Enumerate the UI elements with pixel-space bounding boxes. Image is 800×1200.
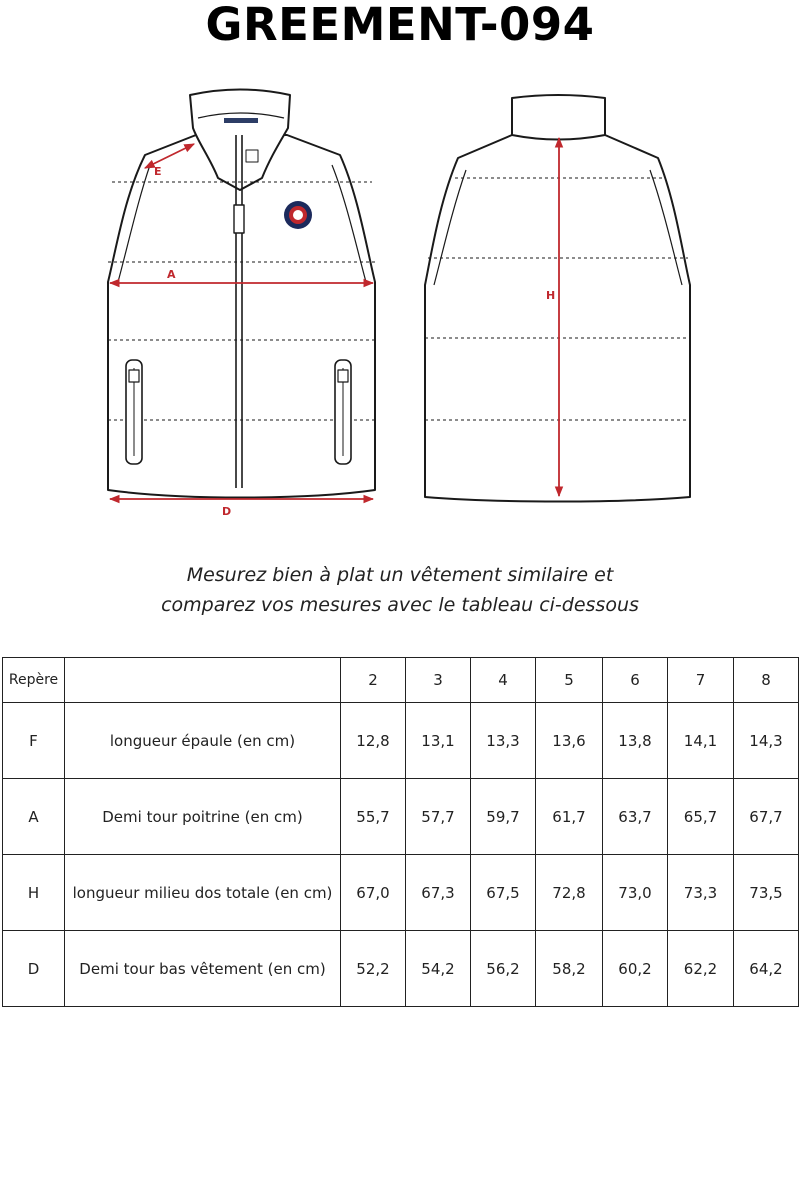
instructions-line-1: Mesurez bien à plat un vêtement similaire et (186, 564, 614, 586)
table-cell: 67,3 (406, 855, 471, 931)
column-header-label (65, 658, 341, 703)
row-marker: H (3, 855, 65, 931)
table-cell: 13,1 (406, 703, 471, 779)
table-cell: 73,3 (668, 855, 734, 931)
column-header-size: 8 (734, 658, 799, 703)
column-header-size: 3 (406, 658, 471, 703)
table-cell: 56,2 (471, 931, 536, 1007)
measure-a-label: A (167, 268, 176, 281)
table-cell: 12,8 (341, 703, 406, 779)
table-cell: 62,2 (668, 931, 734, 1007)
row-marker: D (3, 931, 65, 1007)
table-cell: 54,2 (406, 931, 471, 1007)
measure-e-label: E (154, 165, 162, 178)
table-cell: 13,8 (603, 703, 668, 779)
table-cell: 63,7 (603, 779, 668, 855)
column-header-size: 5 (536, 658, 603, 703)
page-title: GREEMENT-094 (205, 0, 595, 51)
logo-patch-icon (284, 201, 312, 229)
table-cell: 14,3 (734, 703, 799, 779)
table-cell: 61,7 (536, 779, 603, 855)
column-header-marker: Repère (3, 658, 65, 703)
back-vest (425, 95, 690, 502)
row-label: longueur épaule (en cm) (65, 703, 341, 779)
column-header-size: 6 (603, 658, 668, 703)
vest-diagram (0, 60, 800, 530)
row-label: Demi tour poitrine (en cm) (65, 779, 341, 855)
table-cell: 67,7 (734, 779, 799, 855)
column-header-size: 2 (341, 658, 406, 703)
table-cell: 58,2 (536, 931, 603, 1007)
table-cell: 14,1 (668, 703, 734, 779)
front-vest (108, 90, 375, 498)
table-cell: 59,7 (471, 779, 536, 855)
row-marker: F (3, 703, 65, 779)
table-header-row (3, 658, 799, 703)
table-cell: 57,7 (406, 779, 471, 855)
row-label: longueur milieu dos totale (en cm) (65, 855, 341, 931)
table-row (3, 855, 799, 931)
table-cell: 73,0 (603, 855, 668, 931)
table-cell: 13,3 (471, 703, 536, 779)
instructions-line-2: comparez vos mesures avec le tableau ci-dessous (161, 594, 639, 616)
table-row (3, 779, 799, 855)
table-cell: 72,8 (536, 855, 603, 931)
table-cell: 13,6 (536, 703, 603, 779)
column-header-size: 7 (668, 658, 734, 703)
measure-d-label: D (222, 505, 232, 518)
table-cell: 73,5 (734, 855, 799, 931)
table-cell: 67,0 (341, 855, 406, 931)
column-header-size: 4 (471, 658, 536, 703)
table-cell: 67,5 (471, 855, 536, 931)
row-marker: A (3, 779, 65, 855)
measurement-instructions (0, 560, 800, 620)
table-cell: 60,2 (603, 931, 668, 1007)
size-table (2, 657, 799, 1007)
row-label: Demi tour bas vêtement (en cm) (65, 931, 341, 1007)
measure-h-label: H (546, 289, 556, 302)
table-cell: 52,2 (341, 931, 406, 1007)
table-cell: 65,7 (668, 779, 734, 855)
table-cell: 64,2 (734, 931, 799, 1007)
table-row (3, 703, 799, 779)
table-cell: 55,7 (341, 779, 406, 855)
table-row (3, 931, 799, 1007)
